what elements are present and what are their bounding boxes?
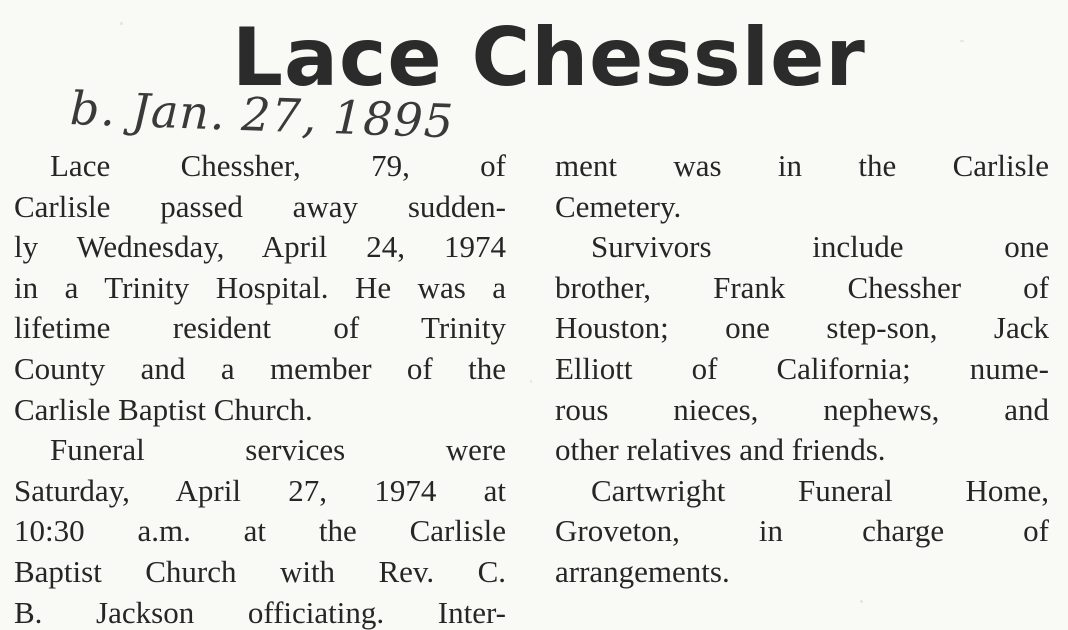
paper-speck (860, 600, 863, 603)
right-column-line: Houston; one step-son, Jack (555, 310, 1049, 346)
paper-speck (530, 380, 532, 383)
right-column (555, 146, 1049, 593)
paper-speck (960, 40, 964, 42)
right-column-line: Cartwright Funeral Home, (591, 472, 1049, 508)
left-column-line: Carlisle passed away sudden- (14, 188, 506, 224)
right-column-line: ment was in the Carlisle (555, 148, 1049, 183)
left-column-line: Lace Chessher, 79, of (50, 148, 506, 183)
right-column-line: arrangements. (555, 553, 730, 589)
left-column-line: Saturday, April 27, 1974 at (14, 472, 506, 508)
left-column-line: lifetime resident of Trinity (14, 310, 506, 346)
left-column-line: Baptist Church with Rev. C. (14, 553, 506, 589)
left-column-line: in a Trinity Hospital. He was a (14, 269, 506, 305)
right-column-line: rous nieces, nephews, and (555, 391, 1049, 427)
left-column-line: Funeral services were (50, 432, 506, 468)
handwritten-birth-note: b. Jan. 27, 1895 (69, 81, 455, 149)
headline: Lace Chessler (232, 11, 866, 104)
right-column-line: Cemetery. (555, 188, 682, 224)
right-column-line: other relatives and friends. (555, 432, 886, 468)
left-column-line: B. Jackson officiating. Inter- (14, 594, 506, 630)
left-column-line: Carlisle Baptist Church. (14, 391, 313, 427)
right-column-line: Groveton, in charge of (555, 513, 1049, 549)
right-column-line: Elliott of California; nume- (555, 350, 1049, 386)
left-column-line: County and a member of the (14, 350, 506, 386)
right-column-line: Survivors include one (591, 229, 1049, 265)
left-column (14, 146, 506, 630)
left-column-line: 10:30 a.m. at the Carlisle (14, 513, 506, 549)
right-column-line: brother, Frank Chessher of (555, 269, 1049, 305)
left-column-line: ly Wednesday, April 24, 1974 (14, 229, 506, 265)
paper-speck (120, 22, 123, 25)
